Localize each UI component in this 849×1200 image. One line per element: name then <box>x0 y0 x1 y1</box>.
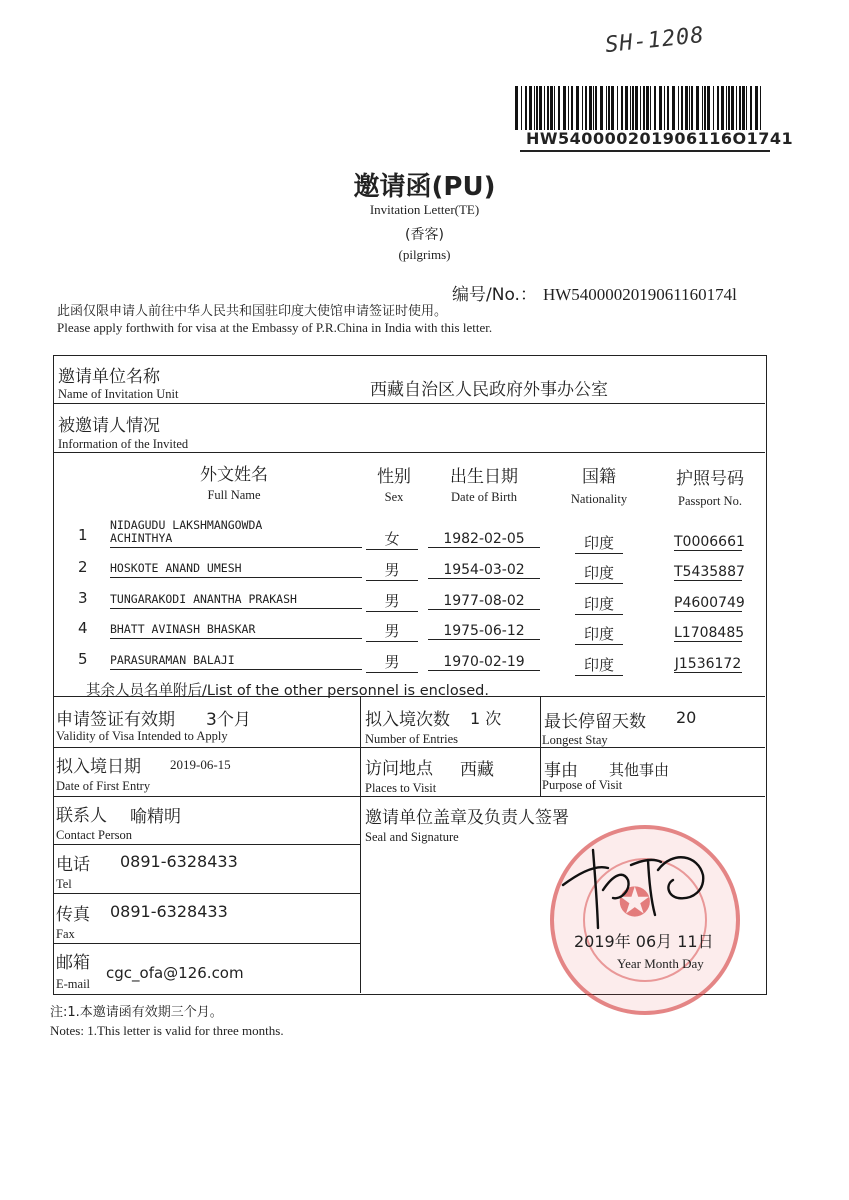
notice-cn: 此函仅限申请人前往中华人民共和国驻印度大使馆申请签证时使用。 <box>57 304 448 319</box>
person-sex: 女 <box>366 528 418 550</box>
validity-label-cn: 申请签证有效期 <box>56 710 175 730</box>
stay-label-en: Longest Stay <box>542 733 608 747</box>
fax-value: 0891-6328433 <box>110 902 228 921</box>
person-nationality: 印度 <box>575 562 623 584</box>
document-type-en: (pilgrims) <box>398 247 451 262</box>
person-sex: 男 <box>366 559 418 581</box>
handwritten-signature <box>553 830 713 930</box>
contact-label-cn: 联系人 <box>56 806 107 826</box>
tel-label-cn: 电话 <box>56 855 90 875</box>
invited-label-cn: 被邀请人情况 <box>58 416 160 436</box>
unit-label-cn: 邀请单位名称 <box>58 367 160 387</box>
person-passport: T0006661 <box>674 534 745 550</box>
col-nationality-en: Nationality <box>570 492 628 506</box>
tel-label-en: Tel <box>56 877 72 891</box>
person-nationality: 印度 <box>575 623 623 645</box>
person-passport: P4600749 <box>674 595 745 611</box>
person-dob: 1977-08-02 <box>428 593 540 610</box>
person-nationality: 印度 <box>575 654 623 676</box>
person-nationality: 印度 <box>575 532 623 554</box>
first-entry-label-cn: 拟入境日期 <box>56 757 141 777</box>
person-no: 5 <box>78 650 88 668</box>
seal-label-cn: 邀请单位盖章及负责人签署 <box>365 808 569 828</box>
barcode-underline <box>520 150 770 152</box>
col-passport-cn: 护照号码 <box>676 469 744 489</box>
fax-label-cn: 传真 <box>56 905 90 925</box>
seal-emblem-icon: ✪ <box>618 880 652 926</box>
validity-label-en: Validity of Visa Intended to Apply <box>56 729 228 743</box>
stay-label-cn: 最长停留天数 <box>544 712 646 732</box>
barcode-number: HW540000201906116O1741 <box>526 129 794 148</box>
unit-name-value: 西藏自治区人民政府外事办公室 <box>370 380 608 400</box>
person-sex: 男 <box>366 620 418 642</box>
barcode-graphic <box>513 86 767 130</box>
person-dob: 1982-02-05 <box>428 531 540 548</box>
person-sex: 男 <box>366 590 418 612</box>
person-nationality: 印度 <box>575 593 623 615</box>
person-no: 1 <box>78 526 88 544</box>
person-passport: T5435887 <box>674 564 745 580</box>
invited-label-en: Information of the Invited <box>58 437 189 451</box>
col-dob-en: Date of Birth <box>451 490 517 504</box>
tel-value: 0891-6328433 <box>120 852 238 871</box>
person-passport: J1536172 <box>674 656 742 672</box>
person-name: HOSKOTE ANAND UMESH <box>110 562 362 578</box>
person-name: BHATT AVINASH BHASKAR <box>110 623 362 639</box>
col-name-en: Full Name <box>207 488 261 502</box>
person-no: 3 <box>78 589 88 607</box>
signature-date-labels: Year Month Day <box>617 956 704 971</box>
places-label-en: Places to Visit <box>365 781 437 795</box>
document-title: 邀请函(PU) <box>353 172 496 202</box>
footnote-cn: 注:1.本邀请函有效期三个月。 <box>50 1005 223 1020</box>
notice-en: Please apply forthwith for visa at the Embassy of P.R.China in India with this letter. <box>57 320 493 335</box>
person-dob: 1954-03-02 <box>428 562 540 579</box>
entries-label-en: Number of Entries <box>365 732 459 746</box>
person-sex: 男 <box>366 651 418 673</box>
signature-date: 2019年 06月 11日 <box>574 932 714 951</box>
person-dob: 1970-02-19 <box>428 654 540 671</box>
document-number-label: 编号/No.： <box>452 285 537 305</box>
email-label-en: E-mail <box>56 977 91 991</box>
other-personnel-note: 其余人员名单附后/List of the other personnel is enclosed. <box>86 683 489 699</box>
handwritten-reference: SH-1208 <box>603 22 706 59</box>
entries-value: 1 次 <box>470 709 502 728</box>
email-value: cgc_ofa@126.com <box>106 964 244 982</box>
document-number <box>452 280 737 305</box>
col-sex-en: Sex <box>384 490 404 504</box>
unit-label-en: Name of Invitation Unit <box>58 387 179 401</box>
person-name: NIDAGUDU LAKSHMANGOWDA ACHINTHYA <box>110 519 362 548</box>
col-dob-cn: 出生日期 <box>450 467 518 487</box>
person-no: 4 <box>78 619 88 637</box>
person-dob: 1975-06-12 <box>428 623 540 640</box>
stay-value: 20 <box>676 708 697 727</box>
first-entry-label-en: Date of First Entry <box>56 779 151 793</box>
seal-label-en: Seal and Signature <box>365 830 459 844</box>
person-no: 2 <box>78 558 88 576</box>
places-label-cn: 访问地点 <box>365 759 433 779</box>
person-name: TUNGARAKODI ANANTHA PRAKASH <box>110 593 362 609</box>
col-name-cn: 外文姓名 <box>200 465 268 485</box>
document-subtitle-en: Invitation Letter(TE) <box>369 202 480 217</box>
contact-label-en: Contact Person <box>56 828 133 842</box>
document-subtitle-cn: (香客) <box>405 227 444 243</box>
col-sex-cn: 性别 <box>377 467 411 487</box>
validity-value: 3个月 <box>206 710 251 730</box>
email-label-cn: 邮箱 <box>56 953 90 973</box>
person-passport: L1708485 <box>674 625 745 641</box>
col-nationality-cn: 国籍 <box>582 467 616 487</box>
places-value: 西藏 <box>460 760 494 780</box>
fax-label-en: Fax <box>56 927 75 941</box>
person-name: PARASURAMAN BALAJI <box>110 654 362 670</box>
entries-label-cn: 拟入境次数 <box>365 710 450 730</box>
purpose-value: 其他事由 <box>609 761 670 779</box>
purpose-label-cn: 事由 <box>544 761 578 781</box>
footnote-en: Notes: 1.This letter is valid for three months. <box>50 1023 284 1038</box>
document-number-value: HW5400002019061160174l <box>542 285 737 304</box>
purpose-label-en: Purpose of Visit <box>542 778 623 792</box>
contact-value: 喻精明 <box>130 807 181 827</box>
col-passport-en: Passport No. <box>678 494 742 508</box>
first-entry-value: 2019-06-15 <box>170 757 231 772</box>
